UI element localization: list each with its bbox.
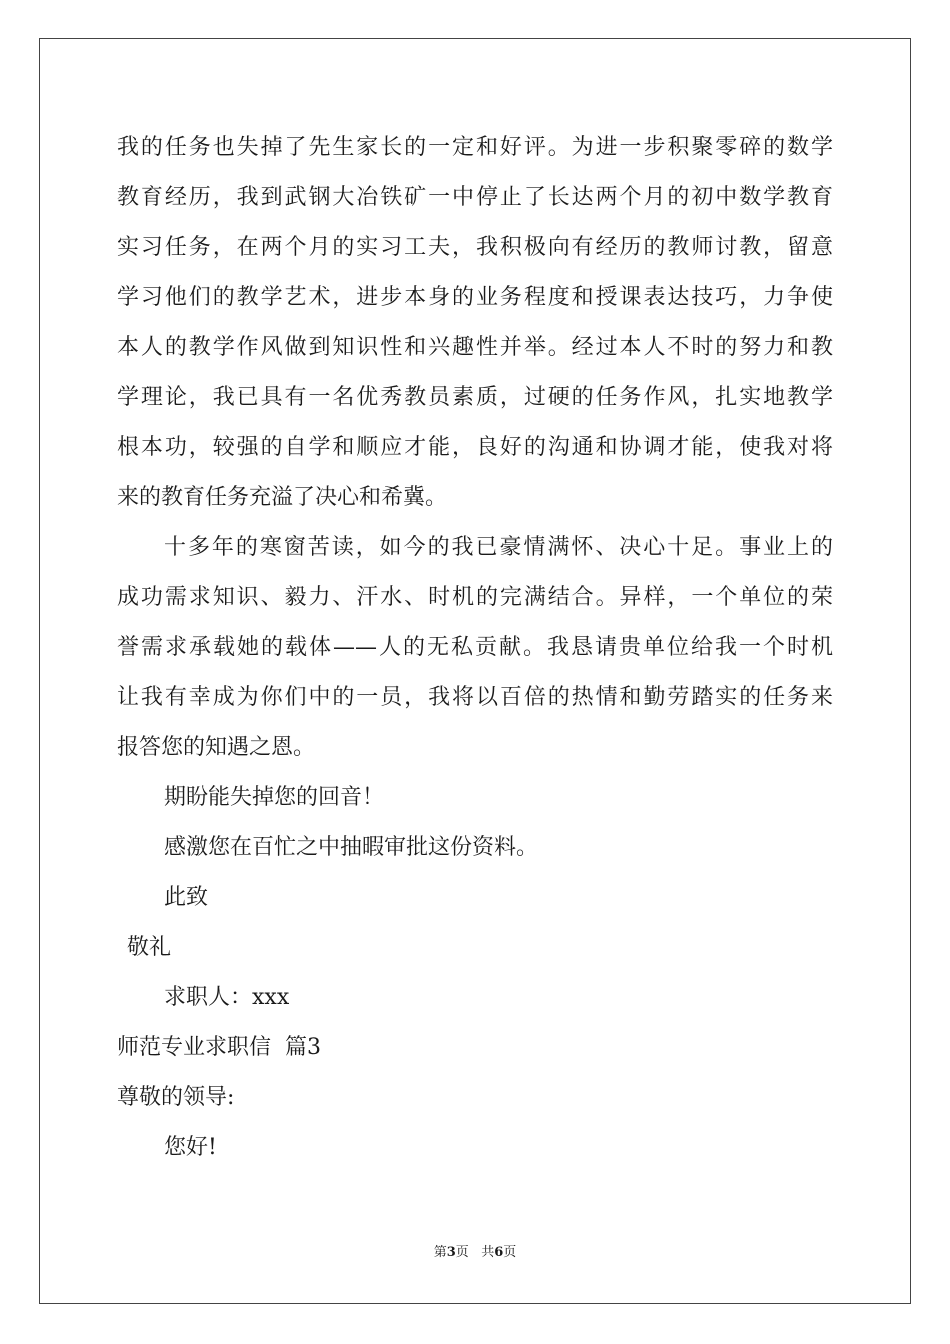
page-border xyxy=(39,38,911,1304)
paragraph1-line-7: 根本功，较强的自学和顺应才能，良好的沟通和协调才能，使我对将 xyxy=(117,435,833,460)
footer-page-total: 6 xyxy=(494,1245,504,1260)
paragraph2-line-1: 十多年的寒窗苦读，如今的我已豪情满怀、决心十足。事业上的 xyxy=(164,535,833,560)
section-hello: 您好! xyxy=(164,1135,217,1160)
paragraph2-line-4: 让我有幸成为你们中的一员，我将以百倍的热情和勤劳踏实的任务来 xyxy=(117,685,833,710)
section-title: 师范专业求职信 篇3 xyxy=(117,1035,321,1060)
page-footer xyxy=(0,1245,950,1261)
closing-thanks: 感激您在百忙之中抽暇审批这份资料。 xyxy=(164,835,539,860)
paragraph1-line-2: 教育经历，我到武钢大冶铁矿一中停止了长达两个月的初中数学教育 xyxy=(117,185,833,210)
footer-suffix: 页 xyxy=(503,1245,517,1260)
closing-salutation-2: 敬礼 xyxy=(127,935,172,960)
footer-prefix: 第 xyxy=(433,1245,447,1260)
paragraph1-line-4: 学习他们的教学艺术，进步本身的业务程度和授课表达技巧，力争使 xyxy=(117,285,833,310)
section-greeting: 尊敬的领导: xyxy=(117,1085,235,1110)
paragraph1-line-1: 我的任务也失掉了先生家长的一定和好评。为进一步积聚零碎的数学 xyxy=(117,135,833,160)
closing-signature: 求职人：xxx xyxy=(164,985,290,1010)
closing-salutation-1: 此致 xyxy=(164,885,209,910)
paragraph2-line-3: 誉需求承载她的载体——人的无私贡献。我恳请贵单位给我一个时机 xyxy=(117,635,833,660)
paragraph1-line-8: 来的教育任务充溢了决心和希冀。 xyxy=(117,485,448,510)
footer-page-current: 3 xyxy=(446,1245,456,1260)
paragraph1-line-6: 学理论，我已具有一名优秀教员素质，过硬的任务作风，扎实地教学 xyxy=(117,385,833,410)
paragraph2-line-2: 成功需求知识、毅力、汗水、时机的完满结合。异样，一个单位的荣 xyxy=(117,585,833,610)
closing-hope: 期盼能失掉您的回音！ xyxy=(164,785,385,810)
paragraph2-line-5: 报答您的知遇之恩。 xyxy=(117,735,316,760)
footer-middle: 页 共 xyxy=(455,1245,495,1260)
paragraph1-line-5: 本人的教学作风做到知识性和兴趣性并举。经过本人不时的努力和教 xyxy=(117,335,833,360)
paragraph1-line-3: 实习任务，在两个月的实习工夫，我积极向有经历的教师讨教，留意 xyxy=(117,235,833,260)
